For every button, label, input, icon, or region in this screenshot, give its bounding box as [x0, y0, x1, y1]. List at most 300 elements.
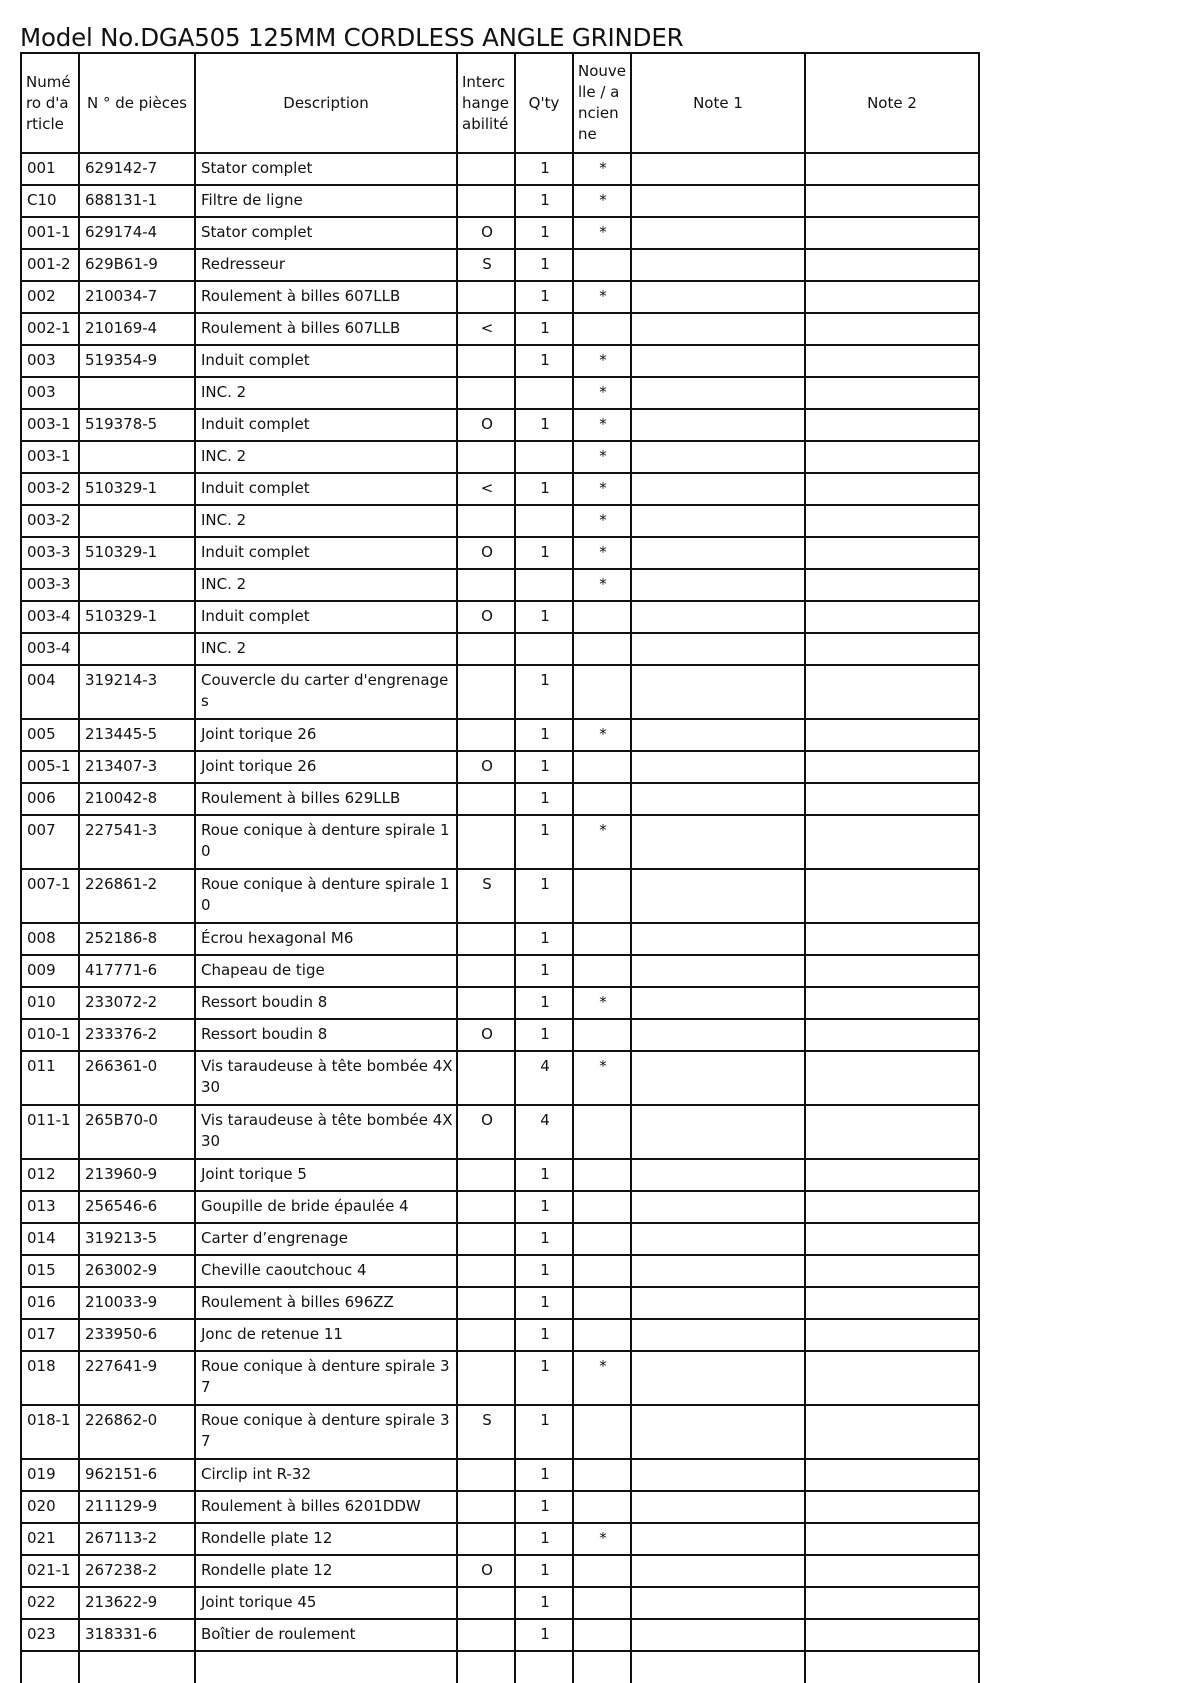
cell-item-number: 001: [21, 153, 79, 185]
cell-note-1: [631, 665, 805, 719]
cell-note-2: [805, 1555, 979, 1587]
cell-note-1: [631, 923, 805, 955]
cell-description: Induit complet: [195, 409, 457, 441]
cell-note-2: [805, 751, 979, 783]
table-row: [21, 923, 979, 955]
cell-description: Circlip int R-32: [195, 1459, 457, 1491]
cell-description: Joint torique 45: [195, 1587, 457, 1619]
cell-part-number: 510329-1: [79, 473, 195, 505]
cell-item-number: 014: [21, 1223, 79, 1255]
cell-item-number: 022: [21, 1587, 79, 1619]
cell-quantity: [515, 633, 573, 665]
cell-new-old: *: [573, 441, 631, 473]
cell-new-old: [573, 1019, 631, 1051]
cell-interchangeability: [457, 1587, 515, 1619]
cell-new-old: *: [573, 185, 631, 217]
cell-note-2: [805, 719, 979, 751]
table-row: [21, 409, 979, 441]
cell-note-1: [631, 1351, 805, 1405]
cell-quantity: 1: [515, 1523, 573, 1555]
cell-description: Stator complet: [195, 217, 457, 249]
empty-cell: [631, 1651, 805, 1683]
cell-item-number: 021: [21, 1523, 79, 1555]
cell-part-number: 233072-2: [79, 987, 195, 1019]
cell-note-1: [631, 719, 805, 751]
cell-quantity: 1: [515, 1191, 573, 1223]
cell-description: Rondelle plate 12: [195, 1555, 457, 1587]
cell-note-2: [805, 409, 979, 441]
cell-new-old: [573, 1491, 631, 1523]
cell-part-number: [79, 633, 195, 665]
cell-part-number: 962151-6: [79, 1459, 195, 1491]
cell-new-old: [573, 1191, 631, 1223]
cell-interchangeability: [457, 441, 515, 473]
cell-note-1: [631, 1105, 805, 1159]
cell-note-1: [631, 1287, 805, 1319]
table-row: [21, 1019, 979, 1051]
cell-interchangeability: [457, 1619, 515, 1651]
cell-part-number: [79, 569, 195, 601]
table-row: [21, 313, 979, 345]
table-row: [21, 783, 979, 815]
table-row: [21, 987, 979, 1019]
cell-new-old: [573, 923, 631, 955]
cell-interchangeability: <: [457, 313, 515, 345]
header-new-old: Nouvelle / ancienne: [573, 53, 631, 153]
cell-note-2: [805, 345, 979, 377]
cell-quantity: 1: [515, 1459, 573, 1491]
cell-item-number: 012: [21, 1159, 79, 1191]
cell-new-old: *: [573, 345, 631, 377]
cell-note-2: [805, 505, 979, 537]
cell-note-2: [805, 185, 979, 217]
cell-quantity: 1: [515, 987, 573, 1019]
cell-interchangeability: [457, 1159, 515, 1191]
cell-description: Stator complet: [195, 153, 457, 185]
cell-item-number: 007-1: [21, 869, 79, 923]
cell-part-number: 519354-9: [79, 345, 195, 377]
cell-quantity: 1: [515, 815, 573, 869]
cell-part-number: 629B61-9: [79, 249, 195, 281]
cell-note-1: [631, 955, 805, 987]
cell-interchangeability: [457, 1051, 515, 1105]
cell-item-number: 001-1: [21, 217, 79, 249]
cell-quantity: 1: [515, 751, 573, 783]
cell-item-number: 010: [21, 987, 79, 1019]
cell-interchangeability: [457, 783, 515, 815]
cell-item-number: 018-1: [21, 1405, 79, 1459]
cell-description: Filtre de ligne: [195, 185, 457, 217]
cell-new-old: *: [573, 1051, 631, 1105]
cell-interchangeability: [457, 1523, 515, 1555]
cell-part-number: 210034-7: [79, 281, 195, 313]
empty-cell: [515, 1651, 573, 1683]
table-row: [21, 249, 979, 281]
cell-part-number: 210169-4: [79, 313, 195, 345]
cell-note-2: [805, 665, 979, 719]
cell-description: INC. 2: [195, 377, 457, 409]
cell-note-1: [631, 869, 805, 923]
cell-quantity: 1: [515, 665, 573, 719]
cell-note-2: [805, 783, 979, 815]
cell-quantity: 1: [515, 1555, 573, 1587]
cell-new-old: [573, 665, 631, 719]
cell-part-number: 256546-6: [79, 1191, 195, 1223]
empty-cell: [573, 1651, 631, 1683]
cell-item-number: 001-2: [21, 249, 79, 281]
table-row: [21, 719, 979, 751]
cell-new-old: [573, 249, 631, 281]
cell-new-old: [573, 1319, 631, 1351]
table-row: [21, 345, 979, 377]
cell-item-number: 011-1: [21, 1105, 79, 1159]
table-row: [21, 1287, 979, 1319]
cell-note-1: [631, 1405, 805, 1459]
cell-new-old: *: [573, 1351, 631, 1405]
cell-item-number: 002-1: [21, 313, 79, 345]
cell-description: Induit complet: [195, 537, 457, 569]
cell-interchangeability: [457, 1287, 515, 1319]
cell-quantity: 1: [515, 1319, 573, 1351]
cell-interchangeability: [457, 345, 515, 377]
cell-quantity: 1: [515, 281, 573, 313]
table-row: [21, 633, 979, 665]
cell-new-old: *: [573, 719, 631, 751]
cell-part-number: [79, 505, 195, 537]
cell-interchangeability: O: [457, 1105, 515, 1159]
cell-description: Ressort boudin 8: [195, 987, 457, 1019]
cell-description: Roue conique à denture spirale 10: [195, 815, 457, 869]
cell-description: Carter d’engrenage: [195, 1223, 457, 1255]
cell-interchangeability: [457, 719, 515, 751]
cell-new-old: [573, 1105, 631, 1159]
cell-quantity: 1: [515, 1019, 573, 1051]
cell-new-old: [573, 1619, 631, 1651]
cell-note-1: [631, 1255, 805, 1287]
cell-item-number: 005-1: [21, 751, 79, 783]
cell-part-number: 210033-9: [79, 1287, 195, 1319]
cell-note-1: [631, 537, 805, 569]
cell-quantity: 1: [515, 153, 573, 185]
cell-interchangeability: O: [457, 751, 515, 783]
cell-new-old: [573, 601, 631, 633]
cell-part-number: 319214-3: [79, 665, 195, 719]
cell-new-old: [573, 1287, 631, 1319]
cell-interchangeability: [457, 1351, 515, 1405]
cell-part-number: 417771-6: [79, 955, 195, 987]
cell-note-2: [805, 281, 979, 313]
cell-note-1: [631, 313, 805, 345]
cell-description: INC. 2: [195, 633, 457, 665]
cell-item-number: 017: [21, 1319, 79, 1351]
page-title: Model No.DGA505 125MM CORDLESS ANGLE GRINDER: [20, 23, 684, 52]
cell-note-1: [631, 633, 805, 665]
cell-item-number: 007: [21, 815, 79, 869]
table-row: [21, 665, 979, 719]
cell-item-number: 020: [21, 1491, 79, 1523]
cell-part-number: 213407-3: [79, 751, 195, 783]
cell-note-1: [631, 505, 805, 537]
cell-quantity: 1: [515, 869, 573, 923]
cell-part-number: 519378-5: [79, 409, 195, 441]
table-row: [21, 1051, 979, 1105]
cell-note-1: [631, 281, 805, 313]
cell-part-number: 688131-1: [79, 185, 195, 217]
cell-description: Goupille de bride épaulée 4: [195, 1191, 457, 1223]
cell-note-2: [805, 473, 979, 505]
cell-new-old: *: [573, 153, 631, 185]
table-row: [21, 1159, 979, 1191]
table-row: [21, 1319, 979, 1351]
cell-new-old: *: [573, 537, 631, 569]
cell-description: Joint torique 5: [195, 1159, 457, 1191]
cell-item-number: 003-2: [21, 505, 79, 537]
cell-item-number: C10: [21, 185, 79, 217]
cell-part-number: 510329-1: [79, 537, 195, 569]
cell-quantity: 1: [515, 1223, 573, 1255]
cell-interchangeability: O: [457, 409, 515, 441]
cell-quantity: 1: [515, 1287, 573, 1319]
cell-interchangeability: [457, 505, 515, 537]
cell-description: Induit complet: [195, 345, 457, 377]
cell-note-1: [631, 377, 805, 409]
cell-note-1: [631, 249, 805, 281]
cell-note-1: [631, 1191, 805, 1223]
cell-note-1: [631, 153, 805, 185]
cell-note-1: [631, 1459, 805, 1491]
cell-note-2: [805, 955, 979, 987]
cell-quantity: [515, 505, 573, 537]
cell-description: Boîtier de roulement: [195, 1619, 457, 1651]
header-item-number: Numéro d'article: [21, 53, 79, 153]
cell-interchangeability: [457, 377, 515, 409]
cell-note-2: [805, 153, 979, 185]
cell-note-1: [631, 601, 805, 633]
table-row: [21, 955, 979, 987]
table-row: [21, 217, 979, 249]
table-row: [21, 1587, 979, 1619]
cell-new-old: [573, 1405, 631, 1459]
table-row: [21, 153, 979, 185]
cell-note-2: [805, 869, 979, 923]
cell-quantity: 1: [515, 345, 573, 377]
cell-description: Rondelle plate 12: [195, 1523, 457, 1555]
cell-quantity: 1: [515, 955, 573, 987]
cell-interchangeability: [457, 1255, 515, 1287]
cell-quantity: 4: [515, 1105, 573, 1159]
table-row: [21, 1523, 979, 1555]
cell-description: Vis taraudeuse à tête bombée 4X30: [195, 1051, 457, 1105]
cell-item-number: 015: [21, 1255, 79, 1287]
table-row: [21, 1491, 979, 1523]
cell-interchangeability: O: [457, 601, 515, 633]
cell-item-number: 005: [21, 719, 79, 751]
cell-part-number: 226861-2: [79, 869, 195, 923]
cell-description: INC. 2: [195, 441, 457, 473]
cell-new-old: *: [573, 409, 631, 441]
cell-new-old: [573, 1587, 631, 1619]
cell-note-1: [631, 1523, 805, 1555]
table-row: [21, 377, 979, 409]
table-header-row: [21, 53, 979, 153]
cell-note-1: [631, 815, 805, 869]
empty-cell: [195, 1651, 457, 1683]
table-row: [21, 1405, 979, 1459]
cell-note-2: [805, 313, 979, 345]
cell-interchangeability: [457, 1319, 515, 1351]
cell-description: Roulement à billes 607LLB: [195, 281, 457, 313]
cell-part-number: 211129-9: [79, 1491, 195, 1523]
cell-note-2: [805, 1191, 979, 1223]
cell-part-number: 267238-2: [79, 1555, 195, 1587]
cell-quantity: 1: [515, 923, 573, 955]
cell-note-2: [805, 815, 979, 869]
header-description: Description: [195, 53, 457, 153]
cell-note-2: [805, 249, 979, 281]
cell-item-number: 018: [21, 1351, 79, 1405]
table-row: [21, 1105, 979, 1159]
empty-cell: [457, 1651, 515, 1683]
cell-new-old: [573, 313, 631, 345]
cell-note-2: [805, 441, 979, 473]
cell-interchangeability: [457, 1191, 515, 1223]
cell-note-1: [631, 751, 805, 783]
table-row-continuation: [21, 1651, 979, 1683]
cell-description: Roue conique à denture spirale 37: [195, 1351, 457, 1405]
cell-quantity: 1: [515, 537, 573, 569]
cell-interchangeability: S: [457, 249, 515, 281]
table-row: [21, 1255, 979, 1287]
header-note-2: Note 2: [805, 53, 979, 153]
cell-new-old: *: [573, 815, 631, 869]
table-row: [21, 569, 979, 601]
cell-interchangeability: O: [457, 217, 515, 249]
cell-note-2: [805, 1105, 979, 1159]
cell-note-1: [631, 473, 805, 505]
cell-note-2: [805, 1159, 979, 1191]
cell-interchangeability: S: [457, 1405, 515, 1459]
cell-interchangeability: [457, 633, 515, 665]
cell-note-2: [805, 1319, 979, 1351]
empty-cell: [79, 1651, 195, 1683]
cell-quantity: 1: [515, 1159, 573, 1191]
cell-interchangeability: [457, 281, 515, 313]
cell-note-1: [631, 1555, 805, 1587]
cell-note-2: [805, 923, 979, 955]
table-row: [21, 537, 979, 569]
cell-description: Joint torique 26: [195, 751, 457, 783]
cell-new-old: *: [573, 505, 631, 537]
cell-part-number: 210042-8: [79, 783, 195, 815]
cell-description: Induit complet: [195, 601, 457, 633]
cell-description: Joint torique 26: [195, 719, 457, 751]
cell-note-1: [631, 987, 805, 1019]
cell-note-2: [805, 1587, 979, 1619]
cell-part-number: [79, 377, 195, 409]
cell-quantity: 1: [515, 1491, 573, 1523]
empty-cell: [805, 1651, 979, 1683]
cell-note-1: [631, 783, 805, 815]
cell-item-number: 008: [21, 923, 79, 955]
cell-interchangeability: S: [457, 869, 515, 923]
cell-item-number: 002: [21, 281, 79, 313]
cell-note-1: [631, 409, 805, 441]
table-row: [21, 441, 979, 473]
table-row: [21, 1351, 979, 1405]
empty-cell: [21, 1651, 79, 1683]
cell-quantity: 1: [515, 719, 573, 751]
cell-item-number: 003: [21, 377, 79, 409]
cell-interchangeability: <: [457, 473, 515, 505]
cell-item-number: 003-4: [21, 601, 79, 633]
cell-note-1: [631, 1223, 805, 1255]
cell-part-number: [79, 441, 195, 473]
cell-item-number: 013: [21, 1191, 79, 1223]
cell-note-1: [631, 441, 805, 473]
cell-description: Redresseur: [195, 249, 457, 281]
cell-item-number: 010-1: [21, 1019, 79, 1051]
cell-description: Couvercle du carter d'engrenages: [195, 665, 457, 719]
parts-table-container: [20, 52, 980, 1683]
cell-note-1: [631, 1619, 805, 1651]
cell-new-old: [573, 1255, 631, 1287]
cell-interchangeability: O: [457, 537, 515, 569]
cell-description: Roue conique à denture spirale 37: [195, 1405, 457, 1459]
cell-new-old: *: [573, 377, 631, 409]
table-row: [21, 751, 979, 783]
cell-note-1: [631, 1587, 805, 1619]
table-row: [21, 1555, 979, 1587]
cell-note-1: [631, 1491, 805, 1523]
cell-quantity: 1: [515, 601, 573, 633]
cell-quantity: [515, 569, 573, 601]
cell-new-old: *: [573, 1523, 631, 1555]
cell-new-old: *: [573, 473, 631, 505]
table-row: [21, 1191, 979, 1223]
cell-quantity: 1: [515, 1587, 573, 1619]
cell-note-2: [805, 569, 979, 601]
cell-interchangeability: [457, 1491, 515, 1523]
table-row: [21, 601, 979, 633]
cell-new-old: [573, 751, 631, 783]
cell-note-2: [805, 1459, 979, 1491]
cell-part-number: 510329-1: [79, 601, 195, 633]
cell-interchangeability: [457, 665, 515, 719]
cell-description: Ressort boudin 8: [195, 1019, 457, 1051]
cell-note-1: [631, 1319, 805, 1351]
cell-part-number: 226862-0: [79, 1405, 195, 1459]
cell-item-number: 021-1: [21, 1555, 79, 1587]
table-row: [21, 473, 979, 505]
cell-item-number: 023: [21, 1619, 79, 1651]
cell-interchangeability: O: [457, 1555, 515, 1587]
cell-part-number: 213960-9: [79, 1159, 195, 1191]
table-row: [21, 185, 979, 217]
cell-new-old: *: [573, 217, 631, 249]
header-quantity: Q'ty: [515, 53, 573, 153]
cell-part-number: 266361-0: [79, 1051, 195, 1105]
table-row: [21, 1223, 979, 1255]
cell-note-2: [805, 1405, 979, 1459]
cell-note-2: [805, 1523, 979, 1555]
cell-new-old: [573, 783, 631, 815]
cell-interchangeability: [457, 815, 515, 869]
cell-interchangeability: [457, 955, 515, 987]
cell-description: Cheville caoutchouc 4: [195, 1255, 457, 1287]
cell-new-old: [573, 1223, 631, 1255]
cell-item-number: 016: [21, 1287, 79, 1319]
cell-note-1: [631, 569, 805, 601]
